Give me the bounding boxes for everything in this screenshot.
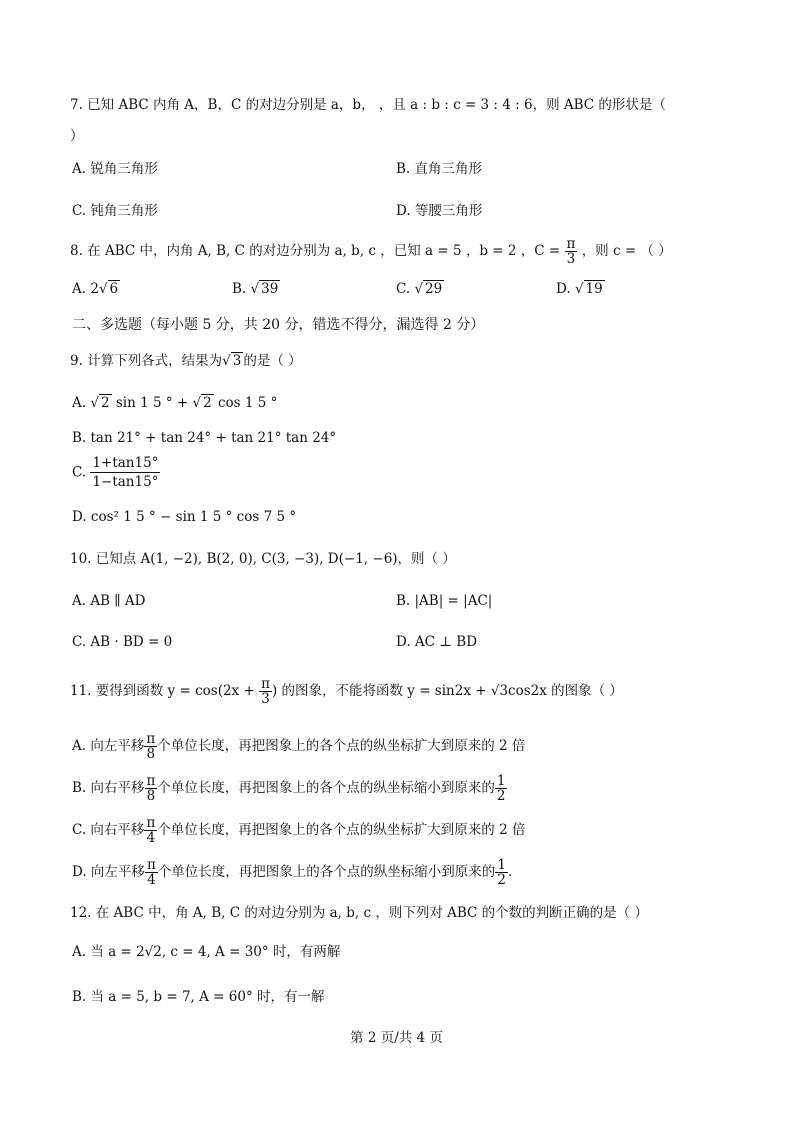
q12-stem: 12. 在 ABC 中，角 A, B, C 的对边分别为 a, b, c ，则下列对 ABC 的个数的判断正确的是（ ） xyxy=(70,905,648,921)
q11-c-post: 个单位长度，再把图象上的各个点的纵坐标扩大到原来的 2 倍 xyxy=(157,822,526,838)
q7-option-b: B. 直角三角形 xyxy=(396,161,483,177)
q8-stem-post: ，则 c = （ ） xyxy=(581,243,672,259)
q7-option-c: C. 钝角三角形 xyxy=(72,203,158,219)
page-footer: 第 2 页/共 4 页 xyxy=(350,1030,443,1046)
q9-a-term-2: cos 1 5 ° xyxy=(213,395,278,411)
q9-stem xyxy=(70,352,302,370)
q9-c-fraction xyxy=(90,454,160,491)
q9-option-a xyxy=(72,394,277,412)
q11-b-fraction xyxy=(145,774,158,803)
q11-option-d xyxy=(72,857,512,887)
q10-option-b: B. |AB| = |AC| xyxy=(396,593,493,609)
q8-stem xyxy=(70,236,672,266)
q9-stem-pre: 9. 计算下列各式，结果为 xyxy=(70,353,223,369)
q11-c-den: 4 xyxy=(146,830,156,846)
q11-d-tail: . xyxy=(507,864,513,880)
q11-stem-fraction xyxy=(259,677,272,706)
sqrt-symbol: √ 3 xyxy=(222,353,242,369)
q11-d-pre: D. 向左平移 xyxy=(72,864,145,880)
q11-a-post: 个单位长度，再把图象上的各个点的纵坐标扩大到原来的 2 倍 xyxy=(157,738,526,754)
q11-b-num: π xyxy=(146,773,156,789)
q7-stem: 7. 已知 ABC 内角 A，B，C 的对边分别是 a，b， ，且 a : b : c = 3 : 4 : 6，则 ABC 的形状是（ xyxy=(70,97,666,113)
q9-c-label: C. xyxy=(72,464,87,481)
q10-option-a: A. AB ∥ AD xyxy=(72,593,146,609)
q11-d-fraction xyxy=(145,858,158,887)
q11-b-pre: B. 向右平移 xyxy=(72,780,145,796)
q8-option-a xyxy=(72,280,120,298)
q10-stem: 10. 已知点 A(1, −2), B(2, 0), C(3, −3), D(−1, −6)，则（ ） xyxy=(70,551,456,567)
q8-a-radicand: 6 xyxy=(109,281,119,297)
q8-frac-den: 3 xyxy=(566,251,576,267)
q11-a-pre: A. 向左平移 xyxy=(72,738,145,754)
q9-c-numerator: 1+tan15° xyxy=(92,455,159,471)
sqrt-symbol: √ 19 xyxy=(574,281,603,297)
q9-stem-post: 的是（ ） xyxy=(243,353,302,369)
q11-c-num: π xyxy=(146,815,156,831)
q11-c-pre: C. 向右平移 xyxy=(72,822,145,838)
q9-a-radicand-2: 2 xyxy=(203,395,212,411)
q11-d-end-den: 2 xyxy=(497,872,506,888)
q8-option-b xyxy=(232,280,280,298)
q11-a-fraction xyxy=(144,732,157,761)
q11-b-end-den: 2 xyxy=(496,788,506,804)
q11-d-den: 4 xyxy=(147,872,156,888)
q11-stem xyxy=(70,676,623,706)
q11-stem-post: ) 的图象，不能将函数 y = sin2x + √3cos2x 的图象（ ） xyxy=(271,683,623,699)
q8-fraction xyxy=(565,237,578,266)
q8-d-radicand: 19 xyxy=(585,281,603,297)
q11-option-b xyxy=(72,773,507,803)
q11-b-end-num: 1 xyxy=(496,773,506,789)
q7-stem-end: ） xyxy=(70,128,84,144)
q9-option-d: D. cos² 1 5 ° − sin 1 5 ° cos 7 5 ° xyxy=(72,509,297,525)
q11-b-end-fraction xyxy=(495,774,508,803)
q11-a-den: 8 xyxy=(146,746,156,762)
q9-stem-radicand: 3 xyxy=(232,353,242,369)
sqrt-symbol: √ 6 xyxy=(98,281,119,297)
q7-option-a: A. 锐角三角形 xyxy=(72,161,158,177)
q8-frac-num: π xyxy=(566,236,576,252)
q11-option-c xyxy=(72,815,525,845)
q8-c-label: C. xyxy=(396,281,411,297)
q8-option-d xyxy=(556,280,605,298)
q8-a-label: A. xyxy=(72,281,87,297)
q11-b-den: 8 xyxy=(146,788,156,804)
sqrt-symbol: √ 2 xyxy=(90,395,110,411)
q9-a-label: A. xyxy=(72,395,87,411)
q11-d-post: 个单位长度，再把图象上的各个点的纵坐标缩小到原来的 xyxy=(157,864,496,880)
q10-option-d: D. AC ⊥ BD xyxy=(396,634,478,650)
q9-c-denominator: 1−tan15° xyxy=(92,474,159,490)
q12-option-b: B. 当 a = 5, b = 7, A = 60° 时，有一解 xyxy=(72,989,325,1005)
q9-a-term-1: sin 1 5 ° + xyxy=(111,395,189,411)
sqrt-symbol: √ 29 xyxy=(414,281,443,297)
q11-stem-pre: 11. 要得到函数 y = cos(2x + xyxy=(70,683,255,699)
q9-a-radicand-1: 2 xyxy=(100,395,110,411)
q8-a-coef: 2 xyxy=(90,281,99,297)
q11-option-a xyxy=(72,731,525,761)
q8-b-radicand: 39 xyxy=(261,281,279,297)
q9-option-b: B. tan 21° + tan 24° + tan 21° tan 24° xyxy=(72,430,337,446)
q11-a-num: π xyxy=(146,731,156,747)
section-heading-multiple-choice: 二、多选题（每小题 5 分，共 20 分，错选不得分，漏选得 2 分） xyxy=(72,317,485,333)
q7-option-d: D. 等腰三角形 xyxy=(396,203,483,219)
q8-b-label: B. xyxy=(232,281,247,297)
q8-stem-pre: 8. 在 ABC 中，内角 A, B, C 的对边分别为 a, b, c ，已知 a = 5 ，b = 2 ，C = xyxy=(70,243,561,259)
q8-c-radicand: 29 xyxy=(425,281,443,297)
q11-frac-den: 3 xyxy=(261,691,270,707)
q11-frac-num: π xyxy=(261,676,270,692)
q11-d-num: π xyxy=(146,857,156,873)
q11-d-end-num: 1 xyxy=(497,857,506,873)
q10-option-c: C. AB · BD = 0 xyxy=(72,634,173,650)
q12-option-a: A. 当 a = 2√2, c = 4, A = 30° 时，有两解 xyxy=(72,944,341,960)
q11-b-post: 个单位长度，再把图象上的各个点的纵坐标缩小到原来的 xyxy=(157,780,495,796)
q11-c-fraction xyxy=(144,816,157,845)
q8-option-c xyxy=(396,280,444,298)
q9-option-c xyxy=(72,454,160,491)
sqrt-symbol: √ 2 xyxy=(192,395,212,411)
q11-d-end-fraction xyxy=(495,858,508,887)
q8-d-label: D. xyxy=(556,281,571,297)
sqrt-symbol: √ 39 xyxy=(250,281,279,297)
